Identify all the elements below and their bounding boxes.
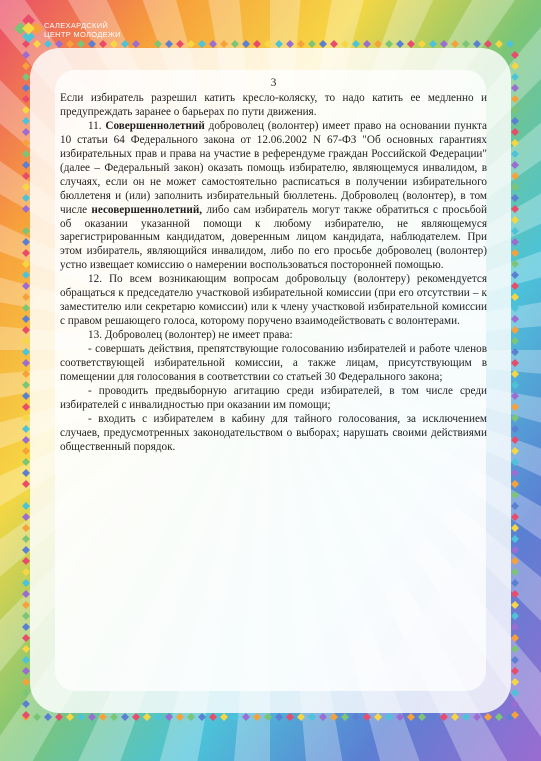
list-item-restriction-1	[60, 343, 487, 385]
text-run: доброволец (волонтер) имеет право на основании пункта 10 статьи 64 Федерального закона от 12.06.2002 N 67-ФЗ "Об основных гарантиях избирательных прав и права на участие в референдуме граждан Российской Федерации" (далее – Федеральный закон) оказать помощь избирателю, являющемуся инвалидом, в случаях, если он не может самостоятельно расписаться в получении избирательного бюллетеня и (или) заполнить избирательный бюллетень. Доброволец (волонтер), в том числе	[60, 119, 487, 216]
bold-term: Совершеннолетний	[105, 119, 205, 132]
text-run: либо сам избиратель могут также обратиться с просьбой об оказании указанной помощи к любому избирателю, не являющемуся зарегистрированным кандидатом, доверенным лицом кандидата, наблюдателем. При этом избиратель, являющийся инвалидом, либо по его просьбе доброволец (волонтер) устно извещает комиссию о намерении воспользоваться посторонней помощью.	[60, 203, 487, 272]
document-body	[60, 77, 487, 455]
logo-text-line1: САЛЕХАРДСКИЙ	[44, 21, 109, 30]
text-run: 12. По всем возникающим вопросам добровольцу (волонтеру) рекомендуется обращаться к председателю участковой избирательной комиссии (при его отсутствии – к заместителю или секретарю комиссии) или к члену участковой избирательной комиссии с правом решающего голоса, которому поручено взаимодействовать с волонтерами.	[60, 273, 487, 328]
text-run: - проводить предвыборную агитацию среди избирателей, в том числе среди избирателей с инвалидностью при оказании им помощи;	[60, 384, 487, 411]
paragraph-intro	[60, 92, 487, 120]
paragraph-12	[60, 273, 487, 329]
logo-mark-icon	[10, 14, 46, 50]
paragraph-13	[60, 329, 487, 343]
text-run: Если избиратель разрешил катить кресло-коляску, то надо катить ее медленно и предупреждать заранее о барьерах по пути движения.	[60, 91, 487, 118]
paragraph-11	[60, 120, 487, 273]
list-item-restriction-2	[60, 385, 487, 413]
page-number: 3	[270, 77, 277, 89]
text-run: 11.	[88, 119, 106, 132]
text-run: 13. Доброволец (волонтер) не имеет права:	[88, 329, 293, 342]
logo-text-line2: ЦЕНТР МОЛОДЕЖИ	[44, 30, 121, 39]
text-run: - совершать действия, препятствующие голосованию избирателей и работе членов соответствующей избирательной комиссии, а также лицам, присутствующим в помещении для голосования в соответствии со статьей 30 Федерального закона;	[60, 343, 487, 384]
logo	[10, 14, 130, 54]
bold-term: несовершеннолетний,	[91, 203, 203, 216]
text-run: - входить с избирателем в кабину для тайного голосования, за исключением случаев, предусмотренных законодательством о выборах; нарушать своими действиями общественный порядок.	[60, 412, 487, 453]
list-item-restriction-3	[60, 413, 487, 455]
